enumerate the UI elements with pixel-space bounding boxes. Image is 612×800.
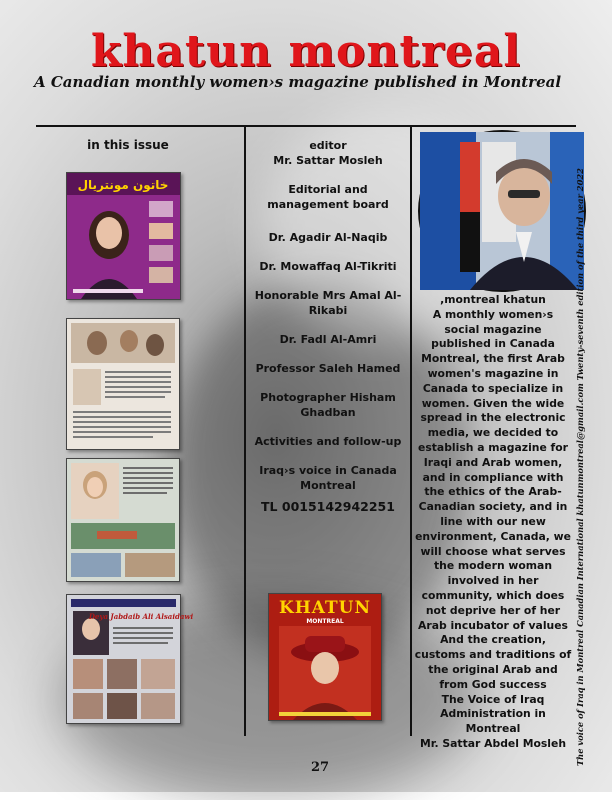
staff-member: Activities and follow-up	[254, 435, 402, 448]
magazine-subtitle: A Canadian monthly women›s magazine published in Montreal	[34, 73, 562, 91]
header-divider	[36, 125, 576, 127]
issue-thumbnail-cover	[66, 172, 181, 300]
column-divider	[244, 126, 246, 736]
cover-subtitle: MONTREAL	[306, 618, 344, 625]
article-artwork	[67, 595, 194, 723]
staff-member: Dr. Mowaffaq Al-Tikriti	[259, 260, 397, 273]
issue-thumbnail-article	[66, 458, 180, 582]
thumbnail-cover-title: خاتون مونتريال	[77, 178, 169, 192]
cover-masthead: KHATUN	[278, 598, 372, 618]
editor-photo	[420, 132, 584, 290]
staff-member: Photographer Hisham Ghadban	[260, 391, 396, 419]
cover-artwork	[67, 173, 180, 299]
page-number: 27	[310, 760, 330, 775]
staff-member: Dr. Fadl Al-Amri	[279, 333, 377, 346]
telephone-number: TL 0015142942251	[261, 499, 395, 514]
magazine-cover-thumbnail	[268, 593, 382, 721]
staff-member: Professor Saleh Hamed	[255, 362, 401, 375]
editor-portrait	[418, 130, 586, 292]
staff-member: Honorable Mrs Amal Al-Rikabi	[254, 289, 402, 317]
staff-column	[250, 138, 406, 528]
vertical-sidebar-text: The voice of Iraq in Montreal Canadian International khatunmontreal@gmail.com Twenty-seventh edition of the third year 2022	[575, 168, 585, 766]
issue-thumbnail-article	[66, 594, 194, 724]
editorial-text: ,montreal khatun A monthly women›s social magazine published in Canada Montreal, the first Arab women's magazine in Canada to specialize in women. Given the wide spread in the electronic media, we decided to establish a magazine for Iraqi and Arab women, and in compliance with the ethics of the Arab-Canadian society, and in line with our new environment, Canada, we will choose what serves the modern woman involved in her community, which does not deprive her of her Arab incubator of values And the creation, customs and traditions of the original Arab and from God success The Voice of Iraq Administration in Montreal Mr. Sattar Abdel Mosleh	[414, 293, 572, 750]
staff-editor: editor Mr. Sattar Mosleh	[273, 139, 383, 167]
issue-thumbnail-article	[66, 318, 180, 450]
staff-member: Dr. Agadir Al-Naqib	[268, 231, 388, 244]
magazine-title: khatun montreal	[90, 26, 522, 77]
contents-heading: in this issue	[87, 138, 169, 152]
staff-member: Iraq›s voice in Canada Montreal	[259, 464, 397, 492]
article-artwork	[67, 459, 179, 581]
thumbnail-headline: Deya Jabdaib Ali Alsaidawi	[88, 612, 194, 621]
column-divider	[410, 126, 412, 736]
staff-board-heading: Editorial and management board	[267, 183, 389, 211]
article-artwork	[67, 319, 179, 449]
